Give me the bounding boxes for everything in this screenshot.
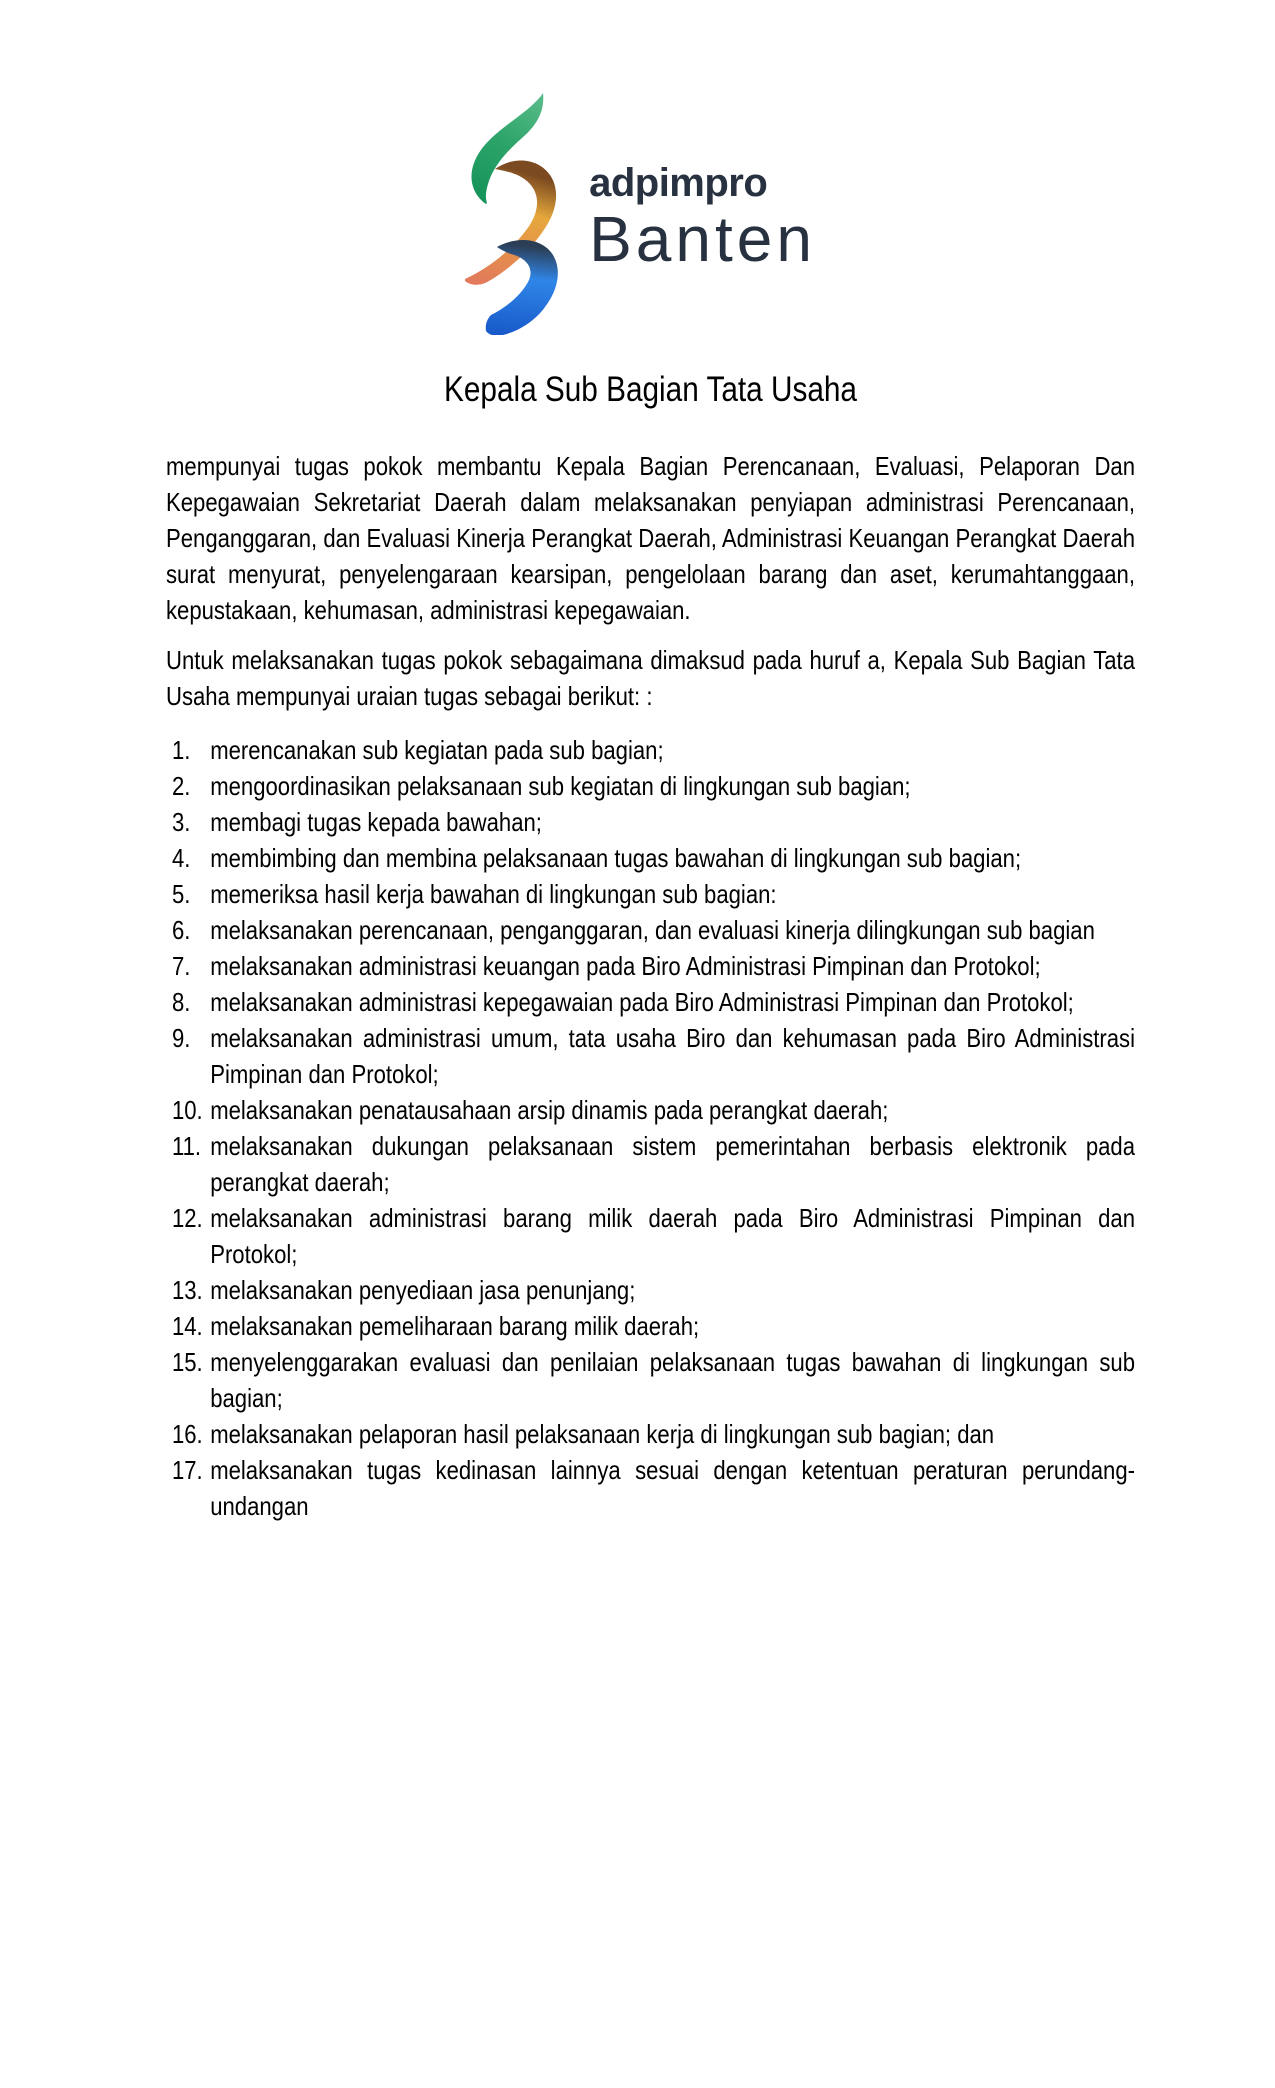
tasks-intro-paragraph: Untuk melaksanakan tugas pokok sebagaimana dimaksud pada huruf a, Kepala Sub Bagian Tata Usaha mempunyai uraian tugas sebagai berikut: : — [166, 645, 1135, 711]
task-item — [166, 804, 1135, 840]
task-text: melaksanakan administrasi keuangan pada Biro Administrasi Pimpinan dan Protokol; — [210, 951, 1041, 981]
task-item — [166, 1200, 1135, 1272]
document-body — [166, 368, 1135, 1524]
task-text: merencanakan sub kegiatan pada sub bagian; — [210, 735, 664, 765]
task-text: memeriksa hasil kerja bawahan di lingkungan sub bagian: — [210, 879, 777, 909]
task-item — [166, 876, 1135, 912]
task-text: melaksanakan administrasi umum, tata usaha Biro dan kehumasan pada Biro Administrasi Pimpinan dan Protokol; — [210, 1023, 1135, 1089]
task-list — [166, 732, 1135, 1524]
task-number: 12. — [171, 1203, 203, 1233]
task-text: melaksanakan pemeliharaan barang milik daerah; — [210, 1311, 700, 1341]
task-number: 2. — [171, 771, 191, 801]
task-number: 6. — [171, 915, 191, 945]
task-text: menyelenggarakan evaluasi dan penilaian pelaksanaan tugas bawahan di lingkungan sub bagian; — [210, 1347, 1135, 1413]
task-item — [166, 1416, 1135, 1452]
task-number: 5. — [171, 879, 191, 909]
task-number: 8. — [171, 987, 191, 1017]
ribbon-green-segment — [472, 93, 544, 204]
task-item — [166, 1020, 1135, 1092]
brand-region: Banten — [589, 203, 816, 275]
task-number: 17. — [171, 1455, 203, 1485]
task-item — [166, 768, 1135, 804]
ribbon-blue-segment — [486, 240, 558, 335]
task-item — [166, 1344, 1135, 1416]
task-text: mengoordinasikan pelaksanaan sub kegiatan di lingkungan sub bagian; — [210, 771, 911, 801]
task-text: melaksanakan penyediaan jasa penunjang; — [210, 1275, 636, 1305]
task-number: 7. — [171, 951, 191, 981]
task-number: 10. — [171, 1095, 203, 1125]
task-item — [166, 948, 1135, 984]
task-item — [166, 1092, 1135, 1128]
task-item — [166, 1452, 1135, 1524]
task-text: melaksanakan pelaporan hasil pelaksanaan kerja di lingkungan sub bagian; dan — [210, 1419, 995, 1449]
task-item — [166, 1272, 1135, 1308]
task-number: 9. — [171, 1023, 191, 1053]
task-number: 16. — [171, 1419, 203, 1449]
brand-name: adpimpro — [589, 161, 768, 205]
task-number: 4. — [171, 843, 191, 873]
task-text: melaksanakan perencanaan, penganggaran, dan evaluasi kinerja dilingkungan sub bagian — [210, 915, 1095, 945]
task-text: melaksanakan administrasi barang milik daerah pada Biro Administrasi Pimpinan dan Protokol; — [210, 1203, 1135, 1269]
wordmark — [589, 160, 816, 275]
task-text: membimbing dan membina pelaksanaan tugas bawahan di lingkungan sub bagian; — [210, 843, 1022, 873]
task-item — [166, 1128, 1135, 1200]
logo — [0, 85, 1275, 335]
task-text: membagi tugas kepada bawahan; — [210, 807, 542, 837]
task-text: melaksanakan penatausahaan arsip dinamis pada perangkat daerah; — [210, 1095, 889, 1125]
task-number: 15. — [171, 1347, 203, 1377]
ribbon-logo-icon — [459, 85, 559, 335]
task-item — [166, 984, 1135, 1020]
task-number: 11. — [171, 1131, 202, 1161]
task-item — [166, 1308, 1135, 1344]
task-item — [166, 912, 1135, 948]
task-text: melaksanakan tugas kedinasan lainnya sesuai dengan ketentuan peraturan perundang-undangan — [210, 1455, 1135, 1521]
task-item — [166, 840, 1135, 876]
task-number: 14. — [171, 1311, 203, 1341]
page-title: Kepala Sub Bagian Tata Usaha — [444, 370, 857, 409]
task-text: melaksanakan dukungan pelaksanaan sistem pemerintahan berbasis elektronik pada perangkat daerah; — [210, 1131, 1135, 1197]
task-item — [166, 732, 1135, 768]
task-text: melaksanakan administrasi kepegawaian pada Biro Administrasi Pimpinan dan Protokol; — [210, 987, 1074, 1017]
task-number: 13. — [171, 1275, 203, 1305]
task-number: 3. — [171, 807, 191, 837]
task-number: 1. — [171, 735, 191, 765]
intro-paragraph: mempunyai tugas pokok membantu Kepala Bagian Perencanaan, Evaluasi, Pelaporan Dan Kepegawaian Sekretariat Daerah dalam melaksanakan penyiapan administrasi Perencanaan, Penganggaran, dan Evaluasi Kinerja Perangkat Daerah, Administrasi Keuangan Perangkat Daerah surat menyurat, penyelengaraan kearsipan, pengelolaan barang dan aset, kerumahtanggaan, kepustakaan, kehumasan, administrasi kepegawaian. — [166, 451, 1135, 625]
